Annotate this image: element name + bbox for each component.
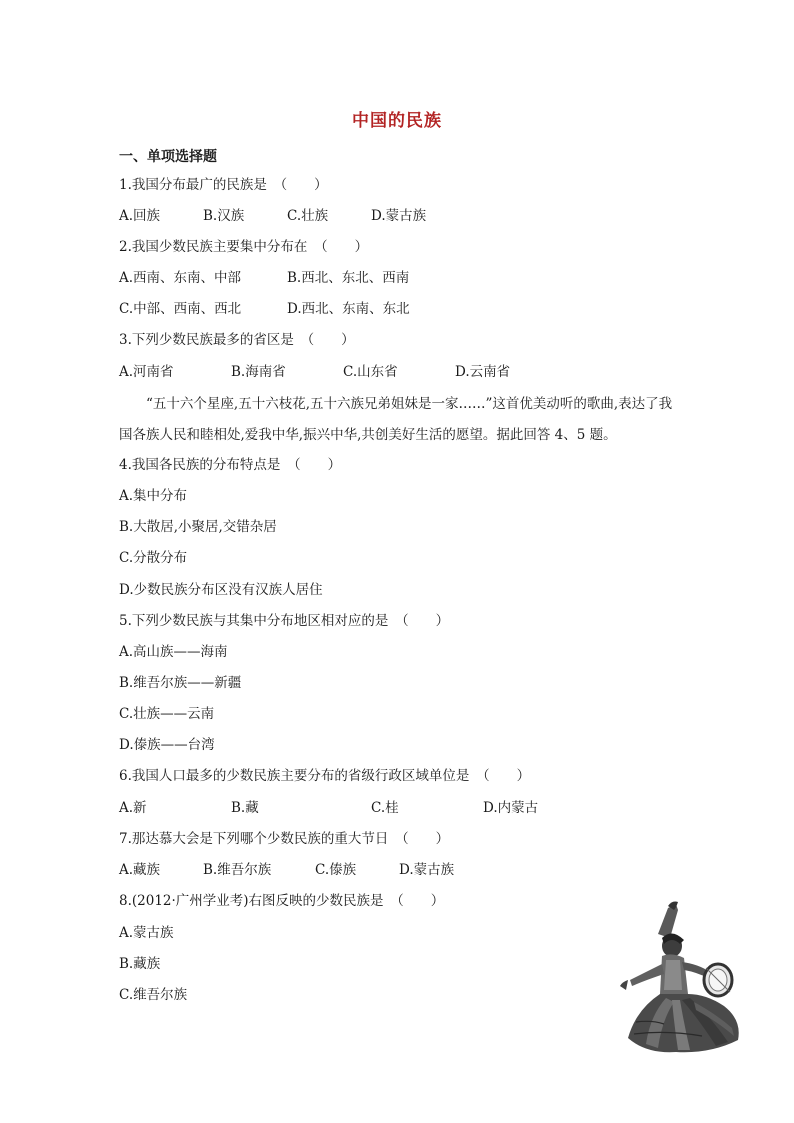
- question-6-option-b: B.藏: [231, 800, 259, 816]
- question-3-stem: 3.下列少数民族最多的省区是 （ ）: [119, 332, 355, 348]
- question-8-option-b: B.藏族: [119, 956, 161, 972]
- reading-passage: “五十六个星座,五十六枝花,五十六族兄弟姐妹是一家……”这首优美动听的歌曲,表达了我国各族人民和睦相处,爱我中华,振兴中华,共创美好生活的愿望。据此回答 4、5 题。: [119, 396, 673, 443]
- section-heading: 一、单项选择题: [119, 149, 217, 165]
- question-6-option-a: A.新: [119, 800, 147, 816]
- question-7-option-b: B.维吾尔族: [203, 862, 272, 878]
- question-4-option-b: B.大散居,小聚居,交错杂居: [119, 519, 277, 535]
- question-5-option-c: C.壮族——云南: [119, 706, 215, 722]
- question-3-option-a: A.河南省: [119, 364, 174, 380]
- question-7-stem: 7.那达慕大会是下列哪个少数民族的重大节日 （ ）: [119, 831, 450, 847]
- question-4-option-c: C.分散分布: [119, 550, 188, 566]
- question-6-option-c: C.桂: [371, 800, 399, 816]
- question-7-option-c: C.傣族: [315, 862, 357, 878]
- question-2-option-a: A.西南、东南、中部: [119, 270, 242, 286]
- question-3-option-c: C.山东省: [343, 364, 398, 380]
- question-1-option-b: B.汉族: [203, 208, 245, 224]
- question-1-option-d: D.蒙古族: [371, 208, 427, 224]
- question-6-stem: 6.我国人口最多的少数民族主要分布的省级行政区域单位是 （ ）: [119, 768, 531, 784]
- question-4-stem: 4.我国各民族的分布特点是 （ ）: [119, 457, 342, 473]
- question-1-option-a: A.回族: [119, 208, 161, 224]
- dancer-illustration: [606, 898, 752, 1056]
- question-6-option-d: D.内蒙古: [483, 800, 539, 816]
- question-4-option-a: A.集中分布: [119, 488, 188, 504]
- question-1-stem: 1.我国分布最广的民族是 （ ）: [119, 177, 328, 193]
- question-7-option-d: D.蒙古族: [399, 862, 455, 878]
- page-title: 中国的民族: [352, 111, 442, 131]
- question-8-option-c: C.维吾尔族: [119, 987, 188, 1003]
- question-3-option-d: D.云南省: [455, 364, 511, 380]
- question-5-option-d: D.傣族——台湾: [119, 737, 215, 753]
- question-8-stem: 8.(2012·广州学业考)右图反映的少数民族是 （ ）: [119, 893, 445, 909]
- question-2-option-d: D.西北、东南、东北: [287, 301, 410, 317]
- question-4-option-d: D.少数民族分布区没有汉族人居住: [119, 582, 323, 598]
- question-2-option-c: C.中部、西南、西北: [119, 301, 242, 317]
- question-5-option-a: A.高山族——海南: [119, 644, 228, 660]
- question-3-option-b: B.海南省: [231, 364, 286, 380]
- question-2-stem: 2.我国少数民族主要集中分布在 （ ）: [119, 239, 369, 255]
- question-5-option-b: B.维吾尔族——新疆: [119, 675, 242, 691]
- question-2-option-b: B.西北、东北、西南: [287, 270, 410, 286]
- question-5-stem: 5.下列少数民族与其集中分布地区相对应的是 （ ）: [119, 613, 450, 629]
- question-7-option-a: A.藏族: [119, 862, 161, 878]
- question-1-option-c: C.壮族: [287, 208, 329, 224]
- question-8-option-a: A.蒙古族: [119, 925, 174, 941]
